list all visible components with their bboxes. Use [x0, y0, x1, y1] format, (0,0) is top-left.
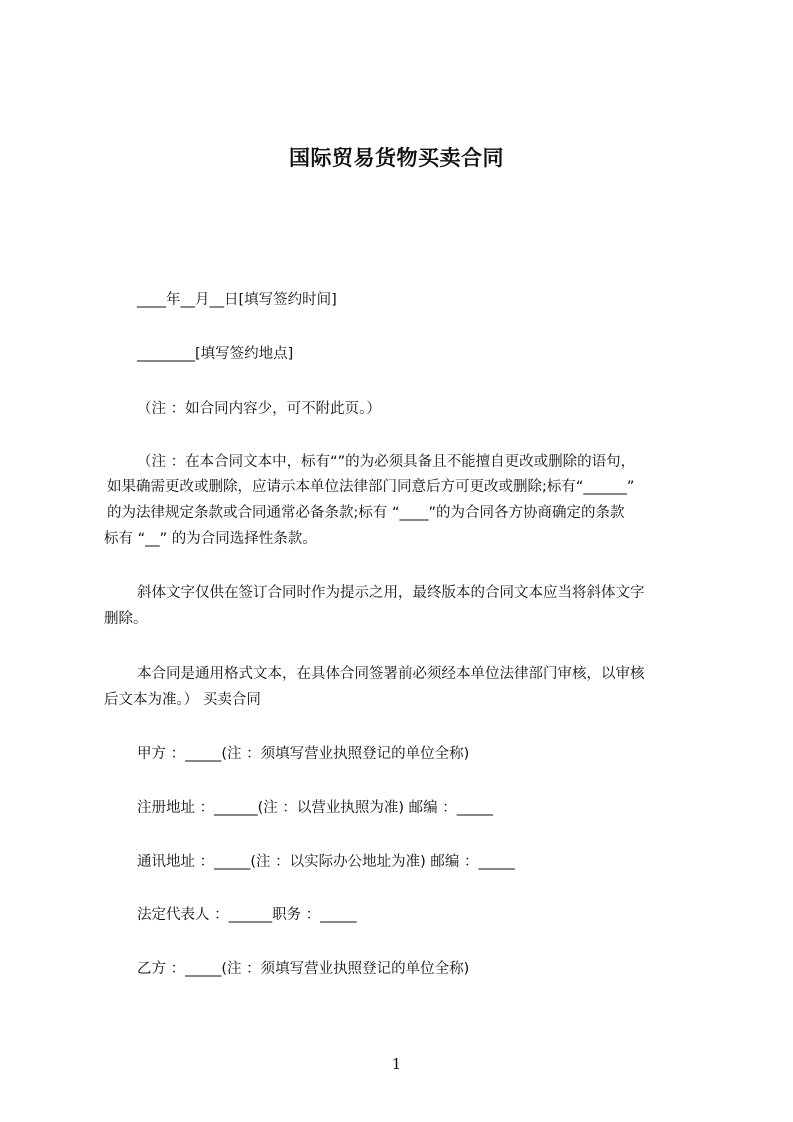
party-a-line: 甲方 ：_____(注 ：须填写营业执照登记的单位全称) — [137, 746, 470, 762]
page-number: 1 — [391, 1055, 402, 1073]
note-appendix: （注 ：如合同内容少，可不附此页。） — [137, 401, 381, 417]
note-line-4: 标有 “__” 的为合同选择性条款。 — [104, 531, 317, 547]
mailing-address-line: 通讯地址 ：_____(注 ：以实际办公地址为准) 邮编 ：_____ — [137, 854, 515, 870]
legal-representative-line: 法定代表人 ：______职务 ：_____ — [137, 907, 357, 923]
italic-note-line-1: 斜体文字仅供在签订合同时作为提示之用，最终版本的合同文本应当将斜体文字 — [137, 585, 645, 601]
sign-place-line: ________[填写签约地点] — [137, 346, 294, 362]
registered-address-line: 注册地址 ：______(注 ：以营业执照为准) 邮编 ：_____ — [137, 800, 493, 816]
general-note-line-1: 本合同是通用格式文本，在具体合同签署前必须经本单位法律部门审核，以审核 — [137, 666, 645, 682]
note-line-1: （注 ：在本合同文本中，标有“”的为必须具备且不能擅自更改或删除的语句， — [137, 454, 636, 470]
italic-note-line-2: 删除。 — [104, 611, 148, 627]
party-b-line: 乙方 ：_____(注 ：须填写营业执照登记的单位全称) — [137, 961, 470, 977]
document-title: 国际贸易货物买卖合同 — [289, 146, 504, 170]
note-line-3: 的为法律规定条款或合同通常必备条款;标有 “____”的为合同各方协商确定的条款 — [107, 505, 625, 521]
sign-date-line: ____年__月__日[填写签约时间] — [137, 292, 337, 308]
note-line-2: 如果确需更改或删除，应请示本单位法律部门同意后方可更改或删除;标有“______” — [107, 479, 635, 495]
general-note-line-2: 后文本为准。） 买卖合同 — [104, 692, 261, 708]
